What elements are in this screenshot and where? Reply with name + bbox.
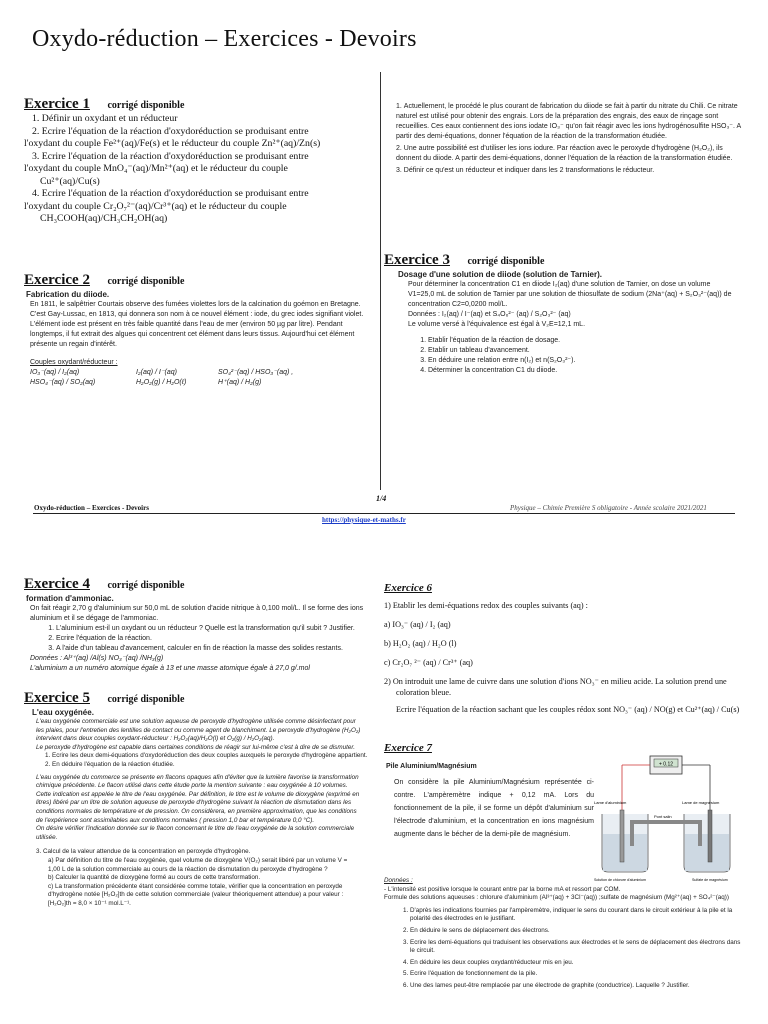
ex1-line: 2. Ecrire l'équation de la réaction d'oxydoréduction se produisant entre [32, 125, 309, 137]
ex6-q2b: Ecrire l'équation de la réaction sachant que les couples rédox sont NO₃⁻ (aq) / NO(g) et Cu²⁺(aq) / Cu(s) [396, 705, 740, 714]
ex1-line: 1. Définir un oxydant et un réducteur [32, 113, 178, 124]
exercise-7-heading: Exercice 7 [384, 742, 432, 754]
page-title: Oxydo-réduction – Exercices - Devoirs [32, 26, 417, 52]
ex3-question: 1. Etablir l'équation de la réaction de dosage. [428, 336, 744, 346]
ex4-note: L'aluminium a un numéro atomique égale à 13 et une masse atomique égale à 27,0 g/.mol [30, 665, 310, 672]
label-sol-mg: Sulfate de magnésium [692, 878, 728, 882]
ex7-data-title: Données : [384, 877, 413, 884]
ex2-question-list [388, 102, 744, 176]
exercise-1 [24, 96, 376, 226]
ex6-couple: a) IO₃⁻ (aq) / I₂ (aq) [384, 620, 451, 629]
ex7-question: 4. En déduire les deux couples oxydant/réducteur mis en jeu. [410, 959, 744, 968]
ex2-question: 1. Actuellement, le procédé le plus courant de fabrication du diiode se fait à partir du nitrate du Chili. Ce nitrate naturel est utilisé pour obtenir des engrais. Lors de la préparation des engrais, des eaux de rinçage sont recueillies. Ces eaux contiennent des ions iodate IO₃⁻ qu'on fait réagir avec les ions hydrogénosulfite HSO₃⁻. A partir des demi-équations, donner l'équation de la réaction de la transformation étudiée. [396, 102, 744, 142]
ex4-question: 2. Ecrire l'équation de la réaction. [56, 634, 376, 644]
exercise-5 [24, 690, 376, 908]
ex2-text: En 1811, le salpêtrier Courtais observe des fumées violettes lors de la calcination du goémon en Bretagne. C'est Gay-Lussac, en 1813, qui donnera son nom à ce nouvel élément : iode, du grec iodes signifiant violet. L'élément iode est présent en très faible quantité dans l'eau de mer (environ 50 µg par litre). Pendant longtemps, il fut extrait des algues qui concentrent cet élément dans leurs tissus. Aujourd'hui cet élément présente un regain d'intérêt. [30, 301, 364, 348]
column-divider [380, 72, 381, 490]
ex7-data-line: - L'intensité est positive lorsque le courant entre par la borne mA et ressort par COM. [384, 885, 621, 893]
ex7-question: 2. En déduire le sens de déplacement des électrons. [410, 927, 744, 936]
ex2-subtitle: Fabrication du diiode. [26, 290, 110, 299]
ex1-line: Cu²⁺(aq)/Cu(s) [40, 175, 100, 187]
ex6-couple: c) Cr₂O₇ ²⁻ (aq) / Cr³⁺ (aq) [384, 658, 473, 667]
label-sol-al: Solution de chlorure d'aluminium [594, 878, 647, 882]
ex3-question-list [414, 336, 744, 376]
couples-row [30, 368, 376, 378]
ex7-question: 6. Une des lames peut-être remplacée par une électrode de graphite (conductrice). Laquelle ? Justifier. [410, 982, 744, 991]
ex2-question: 2. Une autre possibilité est d'utiliser les ions iodure. Par réaction avec le peroxyde d'hydrogène (H₂O₂), ils donnent du diiode. A partir des demi-équations, donner l'équation de la réaction de la transformation étudiée. [396, 144, 744, 164]
ex4-text: On fait réagir 2,70 g d'aluminium sur 50,0 mL de solution d'acide nitrique à 0,100 mol/L. Il se forme des ions aluminium et il se dégage de l'ammoniac. [30, 605, 364, 622]
ex7-data-line: Formule des solutions aqueuses : chlorure d'aluminium (Al³⁺(aq) + 3Cl⁻(aq)) ;sulfate de magnésium (Mg²⁺(aq) + SO₄²⁻(aq)) [384, 894, 729, 902]
exercise-4 [24, 576, 376, 674]
ex7-question-list [396, 907, 744, 991]
ex1-line: CH₃COOH(aq)/CH₃CH₂OH(aq) [40, 213, 168, 224]
ex3-question: 2. Etablir un tableau d'avancement. [428, 346, 744, 356]
ex5-p1: L'eau oxygénée commerciale est une solution aqueuse de peroxyde d'hydrogène utilisée comme désinfectant pour les plaies, pour l'entretien des lentilles de contact ou comme agent de blanchiment. Le peroxyde d'hydrogène (H₂O₂) intervient dans deux couples oxydant-réducteur : H₂O₂(aq)/H₂O(l) et O₂(g) / H₂O₂(aq). [36, 718, 361, 743]
ex1-line: l'oxydant du couple Cr₂O₇²⁻(aq)/Cr³⁺(aq) et le réducteur du couple [24, 200, 287, 212]
footer-link[interactable]: https://physique-et-maths.fr [322, 516, 406, 524]
ex3-subtitle: Dosage d'une solution de diiode (solution de Tarnier). [398, 270, 602, 279]
couple: IO₃⁻(aq) / I₂(aq) [30, 369, 80, 376]
couples-row [30, 378, 376, 388]
label-mg: Lame de magnésium [682, 800, 720, 805]
ex5-subquestions [48, 857, 360, 909]
exercise-6 [384, 580, 744, 715]
ex5-question-list [38, 752, 376, 769]
ex4-subtitle: formation d'ammoniac. [26, 594, 114, 603]
ex1-line: l'oxydant du couple MnO₄⁻(aq)/Mn²⁺(aq) et le réducteur du couple [24, 163, 288, 174]
ex6-q2: 2) On introduit une lame de cuivre dans une solution d'ions NO₃⁻ en milieu acide. La solution prend une coloration bleue. [384, 677, 727, 697]
ex3-question: 4. Déterminer la concentration C1 du diiode. [428, 366, 744, 376]
ex2-question: 3. Définir ce qu'est un réducteur et indiquer dans les 2 transformations le réducteur. [396, 166, 744, 176]
ex5-p2: Le peroxyde d'hydrogène est capable dans certaines conditions de réagir sur lui-même c'est à dire de se dismuter. [36, 743, 355, 751]
ex6-q1: 1) Etablir les demi-équations redox des couples suivants (aq) : [384, 601, 588, 610]
ex7-text: On considère la pile Aluminium/Magnésium représentée ci-contre. L'ampèremètre indique + 0,12 mA. Lors du fonctionnement de la pile, il se forme un dépôt d'aluminium sur l'électrode d'aluminium, et la concentration en ions magnésium augmente dans le bécher de la demi-pile de magnésium. [394, 779, 594, 838]
exercise-3-heading: Exercice 3 corrigé disponible [384, 252, 545, 268]
ex7-question: 1. D'après les indications fournies par l'ampèremètre, indiquer le sens du courant dans le circuit extérieur à la pile et la polarité des électrodes en le justifiant. [410, 907, 744, 924]
exercise-5-heading: Exercice 5 corrigé disponible [24, 690, 185, 706]
ex3-text: Pour déterminer la concentration C1 en diiode I₂(aq) d'une solution de Tarnier, on dose un volume V1=25,0 mL de solution de Tarnier par une solution de thiosulfate de sodium (2Na⁺(aq) + S₂O₃²⁻(aq)) de concentration C2=0,0200 mol/L. [408, 281, 732, 308]
battery-diagram [592, 754, 740, 886]
ex5-subquestion: b) Calculer la quantité de dioxygène formé au cours de cette transformation. [48, 874, 261, 882]
footer-left: Oxydo-réduction – Exercices - Devoirs [34, 504, 149, 512]
ex6-body [384, 600, 744, 715]
exercise-4-heading: Exercice 4 corrigé disponible [24, 576, 185, 592]
ex4-question: 3. A l'aide d'un tableau d'avancement, calculer en fin de réaction la masse des solides restants. [56, 644, 376, 654]
ex2-couples-title: Couples oxydant/réducteur : [30, 359, 118, 366]
ex5-question: 2. En déduire l'équation de la réaction étudiée. [52, 761, 376, 770]
ex2-couples [30, 368, 376, 388]
exercise-1-body [24, 113, 376, 226]
ex5-p4: On désire vérifier l'indication donnée sur le flacon concernant le titre de l'eau oxygénée de la solution commerciale utilisée. [36, 825, 355, 841]
ex4-question: 1. L'aluminium est-il un oxydant ou un réducteur ? Quelle est la transformation qu'il subit ? Justifier. [56, 624, 376, 634]
ex1-line: l'oxydant du couple Fe²⁺(aq)/Fe(s) et le réducteur du couple Zn²⁺(aq)/Zn(s) [24, 138, 321, 149]
ex3-question: 3. En déduire une relation entre n(I₂) et n(S₂O₃²⁻). [428, 356, 744, 366]
ex1-line: 4. Ecrire l'équation de la réaction d'oxydoréduction se produisant entre [32, 188, 309, 199]
ex5-subquestion: a) Par définition du titre de l'eau oxygénée, quel volume de dioxygène V(O₂) serait libéré par un volume V = 1,00 L de la solution commerciale au cours de la réaction de dismutation du peroxyde d'hydrogène ? [48, 856, 348, 873]
exercise-1-heading: Exercice 1 corrigé disponible [24, 96, 185, 112]
footer-right: Physique – Chimie Première S obligatoire - Année scolaire 2021/2021 [510, 504, 707, 512]
ex6-couple: b) H₂O₂ (aq) / H₂O (l) [384, 639, 457, 648]
ex3-volume: Le volume versé à l'équivalence est égal à V₂E=12,1 mL. [408, 321, 586, 328]
ex5-subquestion: c) La transformation précédente étant considérée comme totale, vérifier que la concentration en peroxyde d'hydrogène notée [H₂O₂]th de cette solution commerciale (valeur théoriquement attendue) a pour valeur : [H₂O₂]th = 8,0 × 10⁻¹ mol.L⁻¹. [48, 882, 344, 907]
battery-diagram-svg [592, 754, 740, 886]
ex5-subtitle: L'eau oxygénée. [32, 708, 94, 717]
ammeter-display: + 0.12 [658, 761, 674, 768]
ex3-data: Données : I₂(aq) / I⁻(aq) et S₄O₆²⁻ (aq) / S₂O₃²⁻ (aq) [408, 311, 571, 318]
label-al: Lame d'aluminium [594, 800, 627, 805]
exercise-2 [24, 272, 376, 388]
ex5-q3: 3. Calcul de la valeur attendue de la concentration en peroxyde d'hydrogène. [36, 848, 251, 856]
exercise-6-heading: Exercice 6 [384, 582, 432, 594]
exercise-2-questions [388, 102, 744, 176]
ex7-question: 3. Ecrire les demi-équations qui traduisent les observations aux électrodes et le sens de déplacement des électrons dans le circuit. [410, 939, 744, 956]
ex1-line: 3. Ecrire l'équation de la réaction d'oxydoréduction se produisant entre [32, 150, 309, 162]
ex7-subtitle: Pile Aluminium/Magnésium [386, 763, 477, 770]
couple: H₂O₂(g) / H₂O(ℓ) [136, 379, 187, 386]
footer-rule [33, 513, 735, 514]
ex4-question-list [42, 624, 376, 654]
couple: SO₄²⁻(aq) / HSO₃⁻(aq) , [218, 369, 294, 376]
ex4-data: Données : Al³⁺(aq) /Al(s) NO₃⁻(aq) /NH₃(g) [30, 655, 164, 662]
exercise-3 [384, 252, 744, 376]
page-number: 1/4 [376, 494, 387, 503]
couple: H⁺(aq) / H₂(g) [218, 379, 262, 386]
ex5-p3: L'eau oxygénée du commerce se présente en flacons opaques afin d'éviter que la lumière favorise la transformation chimique précédente. Le flacon utilisé dans cette étude porte la mention suivante : eau oxygénée à 10 volumes. Cette indication est appelée le titre de l'eau oxygénée. Par définition, le titre est le volume de dioxygène (exprimé en litres) libéré par un litre de solution aqueuse de peroxyde d'hydrogène suivant la réaction de dismutation dans les conditions normales de température et de pression. On considèrera, en première approximation, que les conditions de l'expérience sont assimilables aux conditions normales ( pression 1,0 bar et température 0,0 °C). [36, 773, 360, 824]
label-bridge: Pont salin [654, 814, 672, 819]
exercise-2-heading: Exercice 2 corrigé disponible [24, 272, 185, 288]
couple: I₂(aq) / I⁻(aq) [136, 369, 177, 376]
ex7-question: 5. Ecrire l'équation de fonctionnement de la pile. [410, 970, 744, 979]
couple: HSO₄⁻(aq) / SO₂(aq) [30, 379, 96, 386]
exercise-7 [384, 740, 744, 991]
ex5-question: 1. Ecrire les deux demi-équations d'oxydoréduction des deux couples auxquels le peroxyde d'hydrogène appartient. [52, 752, 376, 761]
